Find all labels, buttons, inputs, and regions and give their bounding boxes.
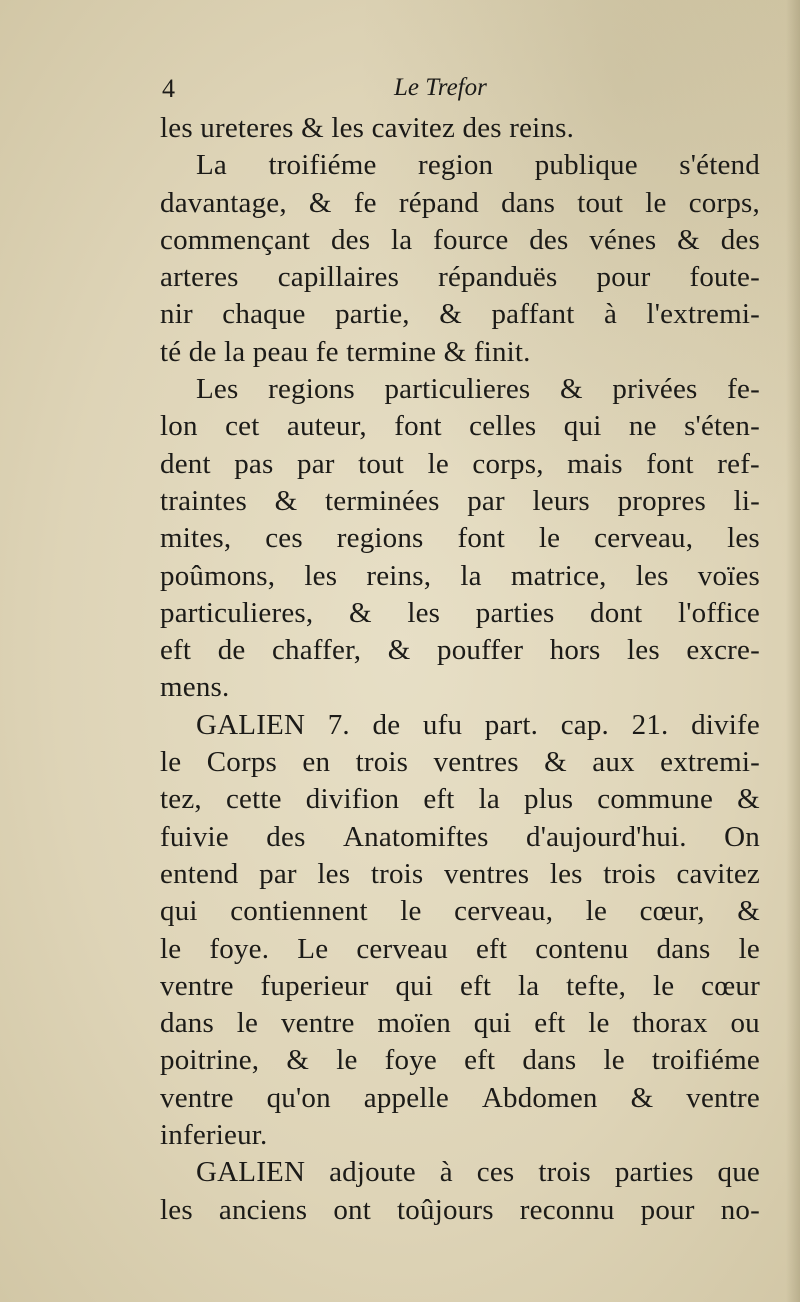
page-edge-shadow	[786, 0, 800, 1302]
text-line: GALIEN 7. de ufu part. cap. 21. divife	[196, 708, 760, 741]
running-head: Le Trefor	[394, 74, 487, 101]
page-header	[160, 68, 760, 108]
text-line: davantage, & fe répand dans tout le corps,	[160, 186, 760, 219]
text-line: La troifiéme region publique s'étend	[196, 149, 760, 182]
text-line: qui contiennent le cerveau, le cœur, &	[160, 895, 760, 928]
text-line: poûmons, les reins, la matrice, les voïes	[160, 559, 760, 592]
page-number: 4	[162, 74, 175, 103]
text-line: le foye. Le cerveau eft contenu dans le	[160, 932, 760, 965]
text-line: poitrine, & le foye eft dans le troifiéme	[160, 1044, 760, 1077]
text-line: dent pas par tout le corps, mais font ref-	[160, 447, 760, 480]
text-line: particulieres, & les parties dont l'office	[160, 596, 760, 629]
text-line: eft de chaffer, & pouffer hors les excre-	[160, 634, 760, 667]
text-line: le Corps en trois ventres & aux extremi-	[160, 746, 760, 779]
text-line: arteres capillaires répanduës pour foute-	[160, 261, 760, 294]
text-line: té de la peau fe termine & finit.	[160, 335, 531, 368]
text-line: fuivie des Anatomiftes d'aujourd'hui. On	[160, 820, 760, 853]
text-line: tez, cette divifion eft la plus commune &	[160, 783, 760, 816]
text-line: commençant des la fource des vénes & des	[160, 223, 760, 256]
text-line: nir chaque partie, & paffant à l'extremi-	[160, 298, 760, 331]
text-line: les ureteres & les cavitez des reins.	[160, 112, 575, 144]
text-line: inferieur.	[160, 1119, 268, 1152]
body-text	[160, 110, 760, 1229]
text-line: ventre fuperieur qui eft la tefte, le cœur	[160, 969, 760, 1002]
text-line: mens.	[160, 671, 230, 704]
text-line: traintes & terminées par leurs propres li-	[160, 484, 760, 517]
text-line: dans le ventre moïen qui eft le thorax ou	[160, 1007, 760, 1040]
text-line: Les regions particulieres & privées fe-	[196, 373, 760, 406]
text-line: mites, ces regions font le cerveau, les	[160, 522, 760, 555]
text-line: lon cet auteur, font celles qui ne s'éten-	[160, 410, 760, 443]
text-line: ventre qu'on appelle Abdomen & ventre	[160, 1081, 760, 1114]
text-line: entend par les trois ventres les trois cavitez	[160, 857, 760, 890]
text-line: les anciens ont toûjours reconnu pour no-	[160, 1193, 760, 1226]
text-line: GALIEN adjoute à ces trois parties que	[196, 1156, 760, 1189]
